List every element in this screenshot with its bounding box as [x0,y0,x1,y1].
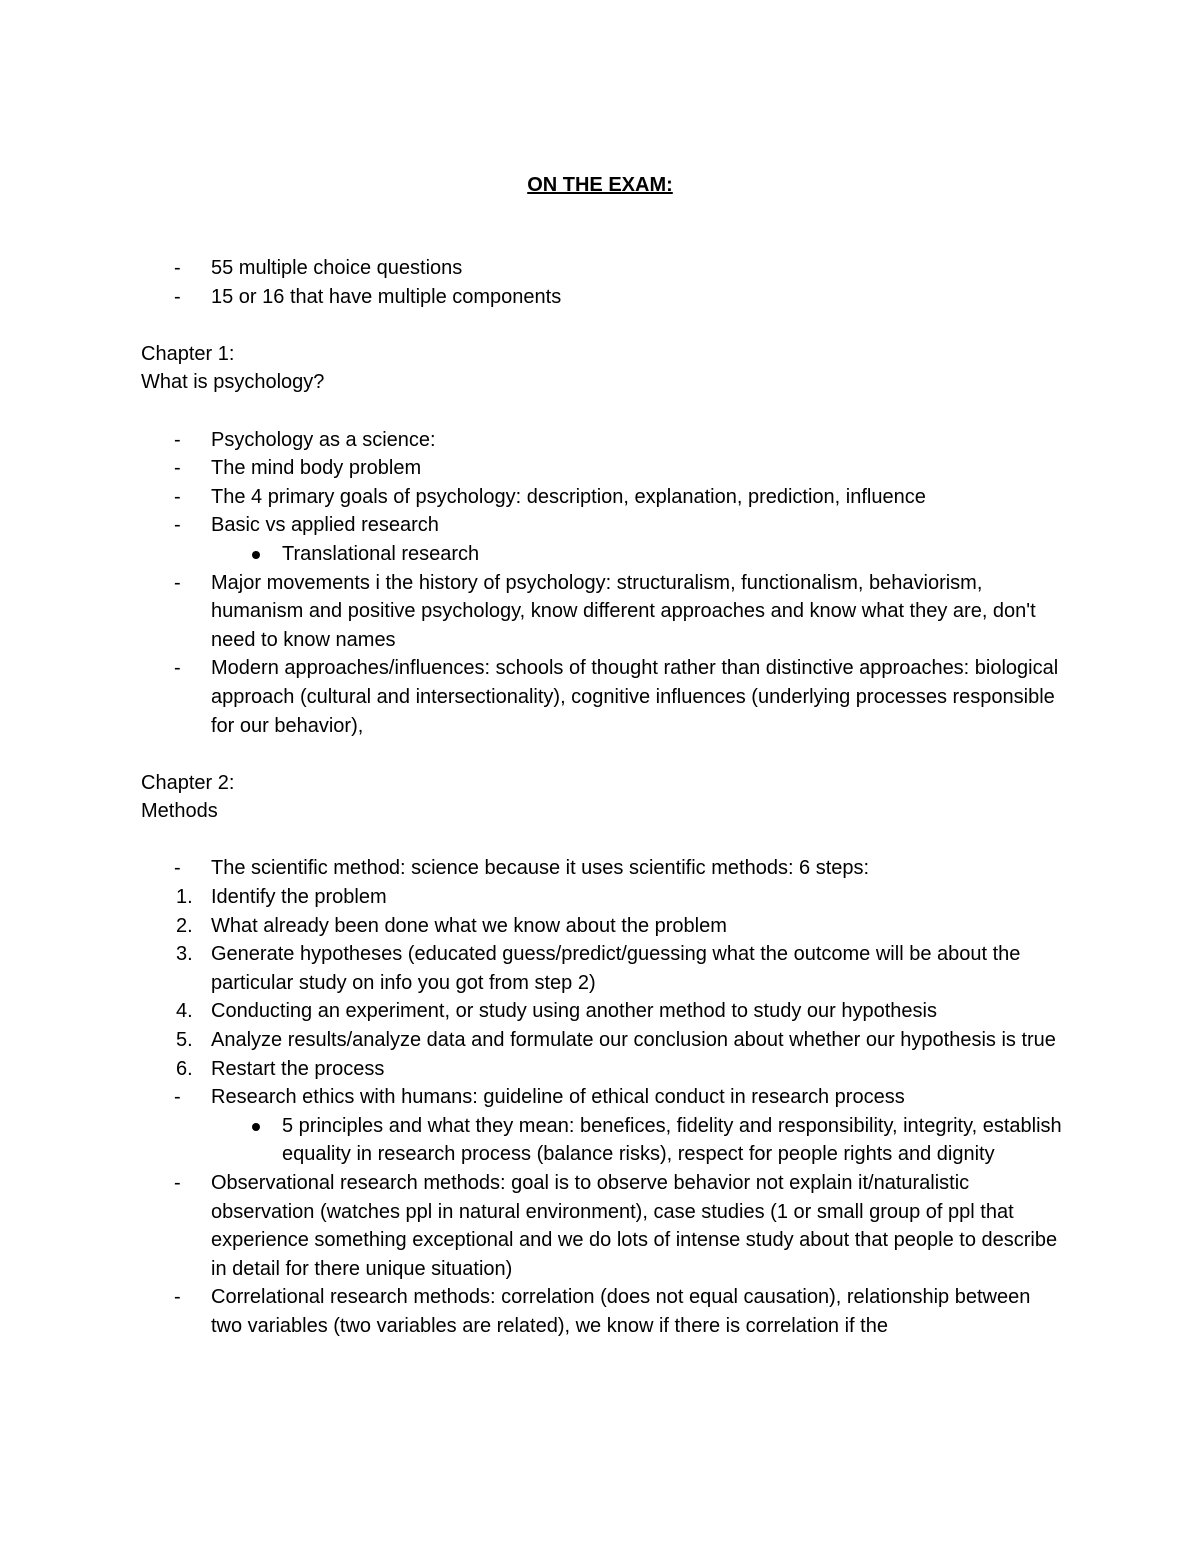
spacer [141,740,1066,769]
chapter2-heading: Chapter 2: [141,771,235,794]
chapter1-item-text: Major movements i the history of psychology: structuralism, functionalism, behaviorism, humanism and positive psychology, know different approaches and know what they are, don't need to know names [211,571,1036,651]
dash-marker: - [174,257,181,279]
chapter2-item [141,854,1066,883]
numbered-step [141,1055,1066,1084]
dash-marker: - [174,285,181,308]
numbered-step [141,883,1066,912]
chapter1-item [141,654,1066,740]
chapter1-item [141,454,1066,483]
chapter1-item [141,511,1066,540]
dash-marker: - [174,1286,181,1309]
chapter1-item-text: Psychology as a science: [211,428,436,451]
chapter1-item-text: Basic vs applied research [211,514,439,537]
dash-marker: - [174,657,181,680]
exam-item-text: 55 multiple choice questions [211,257,463,279]
chapter2-sub-bullet [141,1112,1066,1169]
chapter1-item-text: Modern approaches/influences: schools of thought rather than distinctive approaches: biological approach (cultural and intersectionality), cognitive influences (underlying processes responsible for our behavior), [211,657,1059,737]
dash-marker: - [174,428,181,451]
ethics-text: Research ethics with humans: guideline of ethical conduct in research process [211,1086,905,1109]
spacer [141,826,1066,855]
step-number: 1. [176,886,193,909]
page-title: ON THE EXAM: [527,174,673,196]
exam-item [141,254,1066,283]
dash-marker: - [174,1086,181,1109]
dash-marker: - [174,514,181,537]
observational-text: Observational research methods: goal is to observe behavior not explain it/naturalistic observation (watches ppl in natural environment), case studies (1 or small group of ppl that experience something exceptional and we do lots of intense study about that people to describe in detail for there unique situation) [211,1172,1058,1280]
step-number: 2. [176,914,193,937]
step-text: What already been done what we know about the problem [211,914,727,937]
chapter1-item-text: The 4 primary goals of psychology: description, explanation, prediction, influence [211,485,926,508]
dash-marker: - [174,1172,181,1194]
chapter2-subheading: Methods [141,800,218,823]
numbered-step [141,912,1066,941]
step-number: 3. [176,943,193,966]
step-text: Generate hypotheses (educated guess/predict/guessing what the outcome will be about the particular study on info you got from step 2) [211,943,1021,994]
chapter1-sub-bullet [141,540,1066,569]
step-number: 5. [176,1029,193,1052]
chapter1-heading: Chapter 1: [141,342,235,365]
bullet-dot-icon [252,551,260,559]
chapter1-item [141,483,1066,512]
bullet-dot-icon [252,1123,260,1131]
dash-marker: - [174,485,181,508]
dash-marker: - [174,571,181,594]
step-number: 6. [176,1057,193,1080]
exam-item-text: 15 or 16 that have multiple components [211,285,562,308]
exam-item [141,283,1066,312]
step-text: Restart the process [211,1057,385,1080]
chapter1-subheading: What is psychology? [141,371,325,394]
spacer [141,397,1066,426]
step-text: Conducting an experiment, or study using another method to study our hypothesis [211,1000,937,1023]
dash-marker: - [174,857,181,880]
spacer [141,311,1066,340]
chapter1-item [141,569,1066,655]
chapter2-item [141,1283,1066,1340]
chapter2-item [141,1169,1066,1283]
chapter1-item [141,426,1066,455]
step-text: Identify the problem [211,886,387,909]
numbered-step [141,1026,1066,1055]
step-number: 4. [176,1000,193,1023]
numbered-step [141,940,1066,997]
correlational-text: Correlational research methods: correlation (does not equal causation), relationship between two variables (two variables are related), we know if there is correlation if the [211,1286,1031,1337]
chapter2-intro-text: The scientific method: science because it uses scientific methods: 6 steps: [211,857,870,880]
ethics-sub-text: 5 principles and what they mean: benefices, fidelity and responsibility, integrity, establish equality in research process (balance risks), respect for people rights and dignity [282,1114,1062,1166]
step-text: Analyze results/analyze data and formulate our conclusion about whether our hypothesis is true [211,1029,1056,1052]
chapter2-item [141,1083,1066,1112]
chapter1-item-text: The mind body problem [211,457,422,480]
dash-marker: - [174,457,181,480]
sub-bullet-text: Translational research [282,542,480,565]
document-body [141,254,1066,1341]
numbered-step [141,997,1066,1026]
